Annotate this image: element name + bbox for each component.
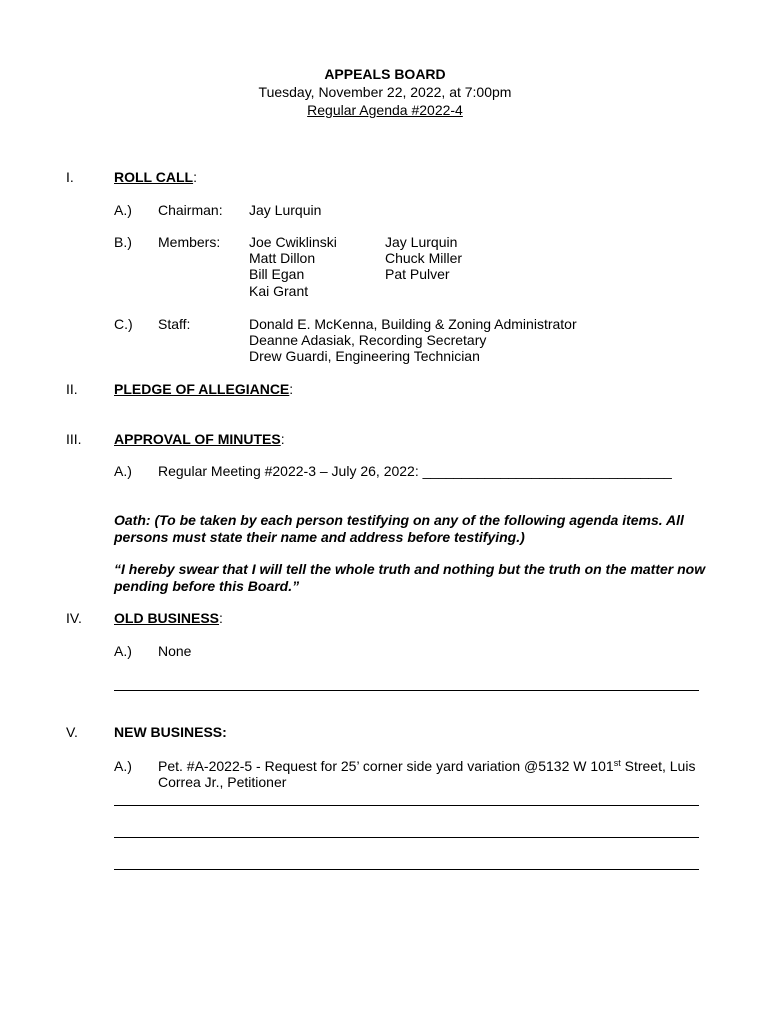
- ordinal-suffix: st: [613, 758, 621, 768]
- minutes-heading-text: APPROVAL OF MINUTES: [114, 431, 281, 447]
- notes-line: [114, 869, 699, 870]
- section-numeral-pledge: II.: [66, 381, 78, 397]
- section-heading-pledge: [114, 381, 293, 397]
- section-heading-minutes: [114, 431, 285, 447]
- staff-member: Donald E. McKenna, Building & Zoning Administrator: [249, 316, 577, 332]
- members-label: Members:: [158, 234, 221, 250]
- new-business-a-label: A.): [114, 758, 132, 774]
- minutes-item: Regular Meeting #2022-3 – July 26, 2022: ________________________________: [158, 463, 672, 479]
- roll-call-colon: :: [193, 169, 197, 185]
- section-heading-new-business: NEW BUSINESS:: [114, 724, 227, 740]
- member-name: Jay Lurquin: [385, 234, 458, 250]
- notes-line: [114, 690, 699, 691]
- member-name: Chuck Miller: [385, 250, 463, 266]
- chairman-label: Chairman:: [158, 202, 223, 218]
- section-numeral-old-business: IV.: [66, 610, 82, 626]
- roll-call-c-label: C.): [114, 316, 133, 332]
- old-business-colon: :: [219, 610, 223, 626]
- minutes-colon: :: [280, 431, 285, 447]
- staff-member: Deanne Adasiak, Recording Secretary: [249, 332, 487, 348]
- new-business-item-text: Pet. #A-2022-5 - Request for 25’ corner side yard variation @5132 W 101: [158, 758, 614, 774]
- chairman-name: Jay Lurquin: [249, 202, 322, 218]
- pledge-colon: :: [289, 381, 294, 397]
- meeting-date: Tuesday, November 22, 2022, at 7:00pm: [258, 84, 512, 100]
- oath-quote: “I hereby swear that I will tell the whole truth and nothing but the truth on the matter now pending before this Board.”: [114, 561, 706, 594]
- minutes-a-label: A.): [114, 463, 132, 479]
- member-name: Joe Cwiklinski: [249, 234, 337, 250]
- old-business-heading-text: OLD BUSINESS: [114, 610, 220, 626]
- agenda-number: [0, 102, 770, 118]
- member-name: Pat Pulver: [385, 266, 450, 282]
- staff-label: Staff:: [158, 316, 191, 332]
- document-title: APPEALS BOARD: [324, 66, 446, 82]
- roll-call-b-label: B.): [114, 234, 132, 250]
- agenda-number-text: Regular Agenda #2022-4: [307, 102, 463, 118]
- staff-member: Drew Guardi, Engineering Technician: [249, 348, 480, 364]
- section-heading-roll-call: [114, 169, 197, 185]
- old-business-item: None: [158, 643, 192, 659]
- new-business-item: [158, 758, 695, 774]
- section-heading-old-business: [114, 610, 223, 626]
- new-business-item-text-end: Street, Luis: [620, 758, 696, 774]
- roll-call-heading-text: ROLL CALL: [114, 169, 194, 185]
- old-business-a-label: A.): [114, 643, 132, 659]
- pledge-heading-text: PLEDGE OF ALLEGIANCE: [114, 381, 290, 397]
- member-name: Kai Grant: [249, 283, 309, 299]
- notes-line: [114, 805, 699, 806]
- notes-line: [114, 837, 699, 838]
- section-numeral-minutes: III.: [66, 431, 82, 447]
- section-numeral-roll-call: I.: [66, 169, 74, 185]
- member-name: Matt Dillon: [249, 250, 316, 266]
- member-name: Bill Egan: [249, 266, 305, 282]
- oath-instruction: Oath: (To be taken by each person testifying on any of the following agenda items. All persons must state their name and address before testifying.): [114, 512, 684, 545]
- new-business-item-line2: Correa Jr., Petitioner: [158, 774, 287, 790]
- roll-call-a-label: A.): [114, 202, 132, 218]
- section-numeral-new-business: V.: [66, 724, 78, 740]
